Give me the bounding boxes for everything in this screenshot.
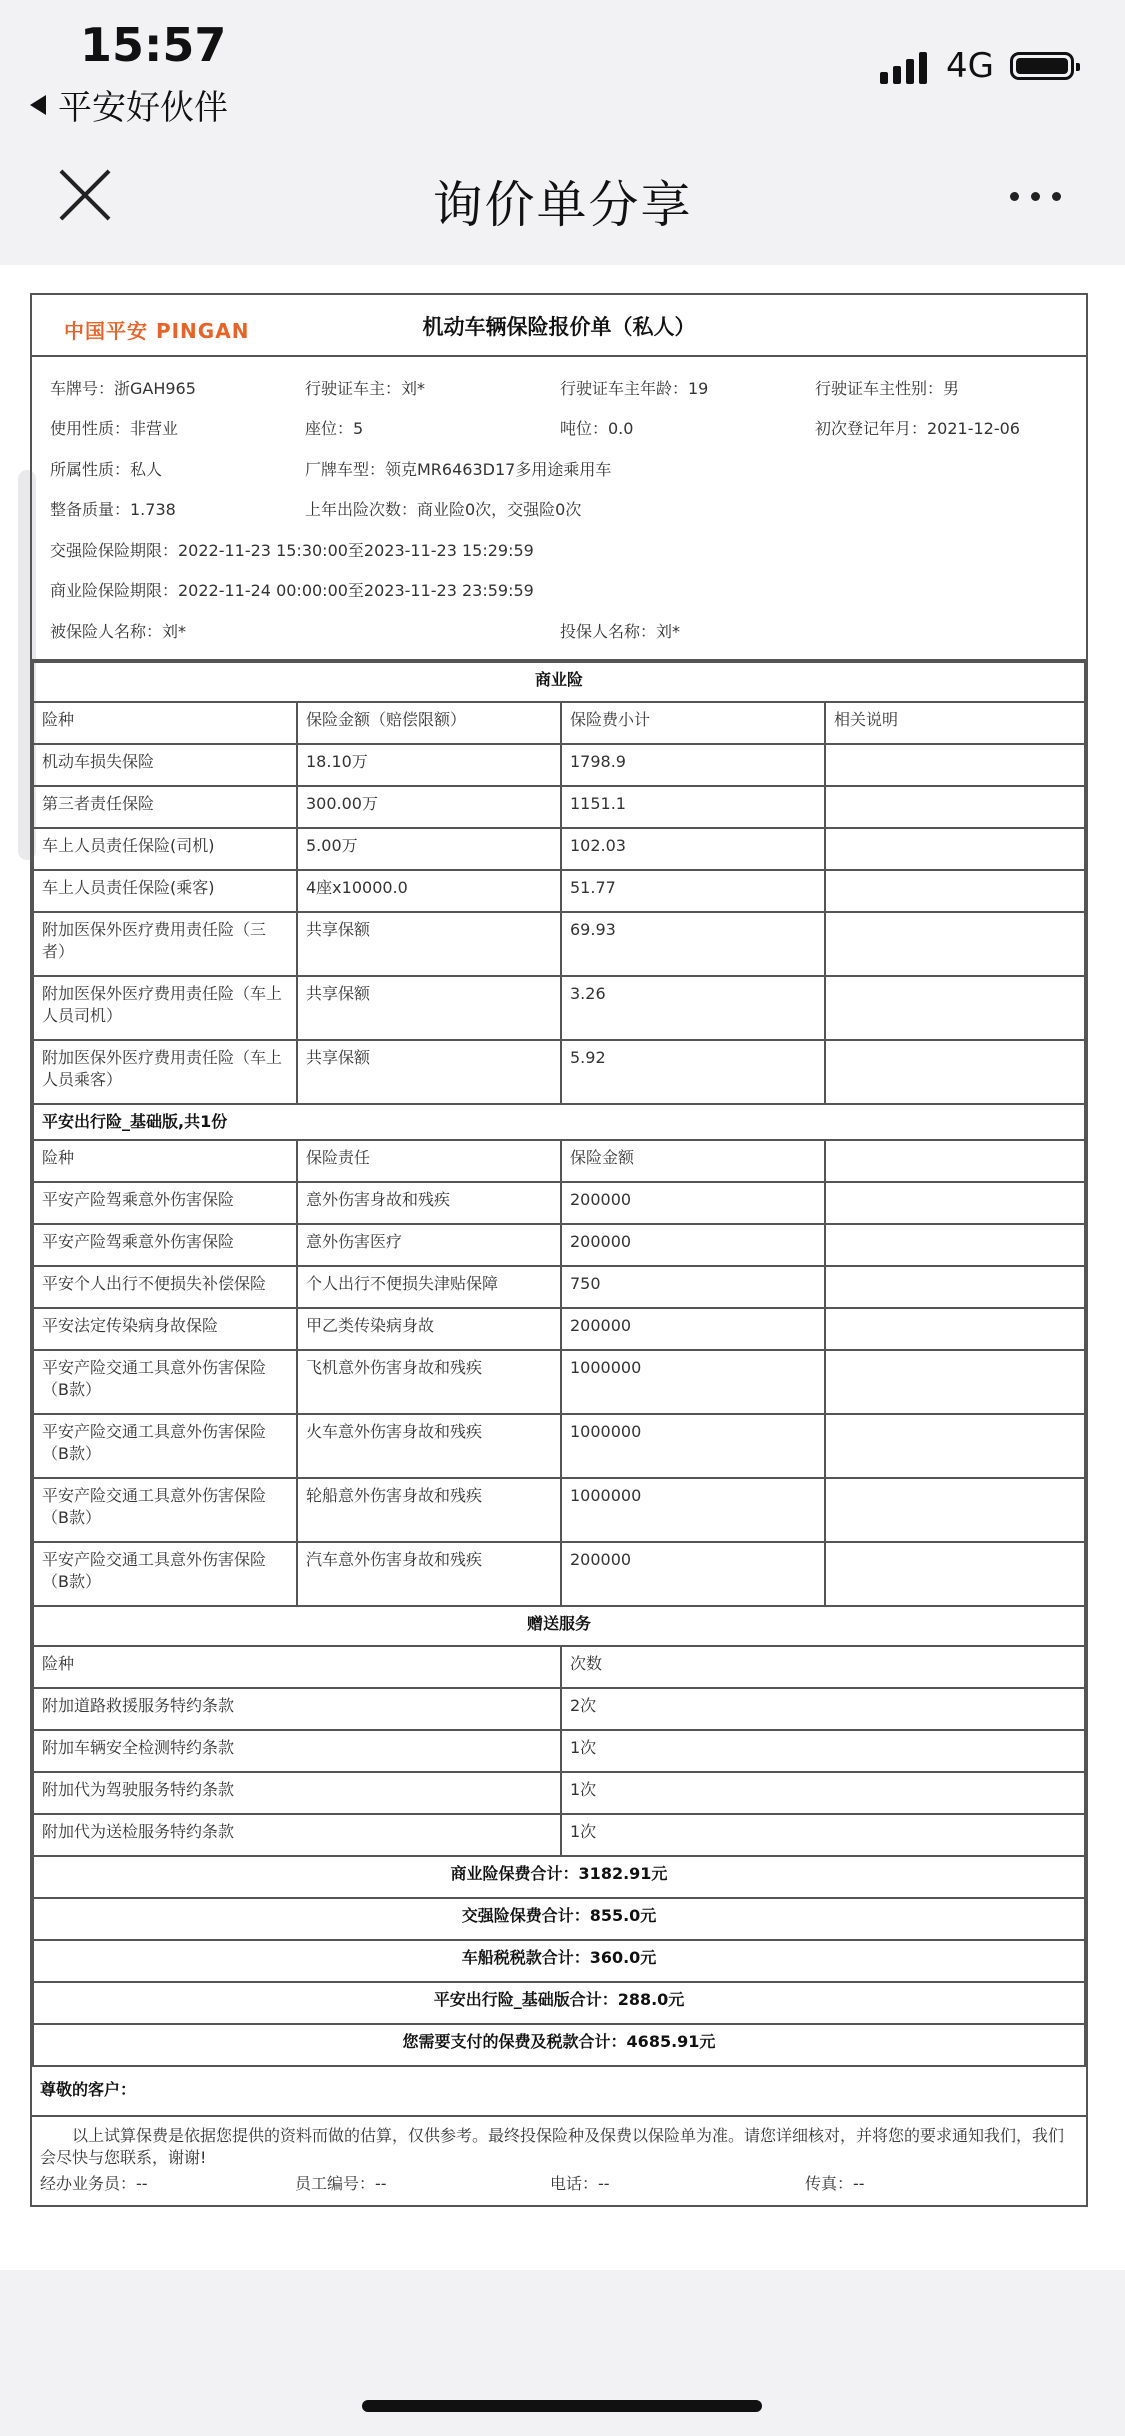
home-indicator[interactable] [362, 2400, 762, 2412]
table-cell: 平安产险交通工具意外伤害保险（B款） [33, 1414, 297, 1478]
table-header: 保险责任 [297, 1140, 561, 1182]
table-cell: 附加车辆安全检测特约条款 [33, 1730, 561, 1772]
table-row [33, 1224, 1085, 1266]
table-cell: 200000 [561, 1308, 825, 1350]
table-cell: 1次 [561, 1772, 1085, 1814]
table-header: 保险金额 [561, 1140, 825, 1182]
back-app-label: 平安好伙伴 [58, 88, 228, 128]
table-cell: 共享保额 [297, 976, 561, 1040]
travel-section-title: 平安出行险_基础版,共1份 [33, 1104, 1085, 1140]
disclaimer-text: 以上试算保费是依据您提供的资料而做的估算，仅供参考。最终投保险种及保费以保险单为准。请您详细核对，并将您的要求通知我们，我们会尽快与您联系，谢谢! [40, 2125, 1065, 2167]
table-cell [825, 870, 1085, 912]
table-header: 次数 [561, 1646, 1085, 1688]
greeting: 尊敬的客户： [32, 2073, 1086, 2117]
vehicle-info [32, 357, 1086, 661]
table-row [33, 1772, 1085, 1814]
table-cell: 平安法定传染病身故保险 [33, 1308, 297, 1350]
table-cell: 1次 [561, 1730, 1085, 1772]
table-cell: 附加医保外医疗费用责任险（三者） [33, 912, 297, 976]
table-cell: 300.00万 [297, 786, 561, 828]
table-cell: 102.03 [561, 828, 825, 870]
table-cell: 轮船意外伤害身故和残疾 [297, 1478, 561, 1542]
table-cell: 附加医保外医疗费用责任险（车上人员司机） [33, 976, 297, 1040]
document-title: 机动车辆保险报价单（私人） [422, 315, 696, 339]
table-cell [825, 1350, 1085, 1414]
total-vehicle-tax: 车船税税款合计：360.0元 [33, 1940, 1085, 1982]
table-cell: 18.10万 [297, 744, 561, 786]
plate-number: 车牌号：浙GAH965 [50, 378, 196, 398]
table-cell: 5.00万 [297, 828, 561, 870]
table-cell [825, 1542, 1085, 1606]
table-cell [825, 1182, 1085, 1224]
table-cell: 意外伤害身故和残疾 [297, 1182, 561, 1224]
closing-note [32, 2067, 1086, 2205]
status-time: 15:57 [80, 18, 227, 72]
table-cell: 共享保额 [297, 912, 561, 976]
table-cell: 个人出行不便损失津贴保障 [297, 1266, 561, 1308]
ownership-type: 所属性质：私人 [50, 459, 163, 479]
table-cell: 200000 [561, 1542, 825, 1606]
nav-bar [0, 130, 1125, 265]
table-cell: 1000000 [561, 1350, 825, 1414]
document-header [32, 295, 1086, 357]
table-cell [825, 1414, 1085, 1478]
table-cell: 平安产险交通工具意外伤害保险（B款） [33, 1542, 297, 1606]
back-to-app-link[interactable] [30, 80, 228, 129]
applicant-name: 投保人名称：刘* [560, 621, 681, 641]
table-cell: 平安产险驾乘意外伤害保险 [33, 1182, 297, 1224]
table-row [33, 828, 1085, 870]
table-cell: 意外伤害医疗 [297, 1224, 561, 1266]
status-bar [0, 0, 1125, 130]
pingan-logo: 中国平安 PINGAN [64, 319, 250, 343]
table-cell: 1次 [561, 1814, 1085, 1856]
table-cell: 平安产险驾乘意外伤害保险 [33, 1224, 297, 1266]
table-cell: 共享保额 [297, 1040, 561, 1104]
table-cell: 机动车损失保险 [33, 744, 297, 786]
agent: 经办业务员：-- [40, 2173, 148, 2193]
table-row [33, 870, 1085, 912]
table-cell [825, 912, 1085, 976]
seat-count: 座位：5 [305, 419, 364, 439]
total-commercial: 商业险保费合计：3182.91元 [33, 1856, 1085, 1898]
table-cell [825, 1040, 1085, 1104]
curb-weight: 整备质量：1.738 [50, 500, 176, 520]
commercial-insurance-table [32, 661, 1086, 2067]
table-row [33, 1814, 1085, 1856]
table-row [33, 976, 1085, 1040]
table-cell: 2次 [561, 1688, 1085, 1730]
table-cell: 甲乙类传染病身故 [297, 1308, 561, 1350]
vehicle-model: 厂牌车型：领克MR6463D17多用途乘用车 [305, 459, 612, 479]
table-cell [825, 1224, 1085, 1266]
table-cell: 附加医保外医疗费用责任险（车上人员乘客） [33, 1040, 297, 1104]
table-cell: 附加代为驾驶服务特约条款 [33, 1772, 561, 1814]
table-row [33, 786, 1085, 828]
table-cell: 750 [561, 1266, 825, 1308]
signal-icon [880, 50, 927, 84]
usage-type: 使用性质：非营业 [50, 419, 179, 439]
more-icon[interactable] [1010, 192, 1061, 201]
table-header: 险种 [33, 702, 297, 744]
ctp-period: 交强险保险期限：2022-11-23 15:30:00至2023-11-23 15:29:59 [50, 540, 534, 560]
tonnage: 吨位：0.0 [560, 419, 634, 439]
table-cell: 车上人员责任保险(司机) [33, 828, 297, 870]
table-cell: 汽车意外伤害身故和残疾 [297, 1542, 561, 1606]
table-cell [825, 828, 1085, 870]
back-triangle-icon [30, 95, 46, 115]
owner-gender: 行驶证车主性别：男 [815, 378, 960, 398]
table-cell: 1798.9 [561, 744, 825, 786]
table-cell [825, 1308, 1085, 1350]
table-cell: 5.92 [561, 1040, 825, 1104]
table-row [33, 1688, 1085, 1730]
table-header: 险种 [33, 1140, 297, 1182]
license-owner: 行驶证车主：刘* [305, 378, 426, 398]
table-header: 相关说明 [825, 702, 1085, 744]
commercial-period: 商业险保险期限：2022-11-24 00:00:00至2023-11-23 23:59:59 [50, 581, 534, 601]
table-row [33, 1478, 1085, 1542]
table-cell: 3.26 [561, 976, 825, 1040]
commercial-section-title: 商业险 [33, 662, 1085, 702]
table-cell: 1000000 [561, 1414, 825, 1478]
table-row [33, 1040, 1085, 1104]
table-row [33, 1182, 1085, 1224]
table-cell: 火车意外伤害身故和残疾 [297, 1414, 561, 1478]
total-ctp: 交强险保费合计：855.0元 [33, 1898, 1085, 1940]
employee-number: 员工编号：-- [295, 2173, 387, 2193]
table-cell: 1000000 [561, 1478, 825, 1542]
battery-icon [1010, 52, 1074, 80]
table-cell: 69.93 [561, 912, 825, 976]
owner-age: 行驶证车主年龄：19 [560, 378, 709, 398]
insured-name: 被保险人名称：刘* [50, 621, 187, 641]
table-cell: 附加道路救援服务特约条款 [33, 1688, 561, 1730]
table-row [33, 912, 1085, 976]
table-header: 保险费小计 [561, 702, 825, 744]
table-cell: 平安产险交通工具意外伤害保险（B款） [33, 1350, 297, 1414]
first-registration: 初次登记年月：2021-12-06 [815, 419, 1020, 439]
table-cell [825, 976, 1085, 1040]
fax: 传真：-- [805, 2173, 865, 2193]
network-type: 4G [946, 46, 994, 86]
phone: 电话：-- [550, 2173, 610, 2193]
table-cell: 4座x10000.0 [297, 870, 561, 912]
table-row [33, 1266, 1085, 1308]
gift-section-title: 赠送服务 [33, 1606, 1085, 1646]
total-payable: 您需要支付的保费及税款合计：4685.91元 [33, 2024, 1085, 2066]
table-row [33, 744, 1085, 786]
table-header: 险种 [33, 1646, 561, 1688]
table-cell [825, 1478, 1085, 1542]
table-cell: 200000 [561, 1224, 825, 1266]
table-cell: 附加代为送检服务特约条款 [33, 1814, 561, 1856]
table-row [33, 1350, 1085, 1414]
table-row [33, 1542, 1085, 1606]
table-cell: 车上人员责任保险(乘客) [33, 870, 297, 912]
table-cell: 平安个人出行不便损失补偿保险 [33, 1266, 297, 1308]
table-cell: 1151.1 [561, 786, 825, 828]
table-cell: 51.77 [561, 870, 825, 912]
table-cell: 平安产险交通工具意外伤害保险（B款） [33, 1478, 297, 1542]
table-row [33, 1730, 1085, 1772]
table-cell [825, 1266, 1085, 1308]
staff-info [40, 2173, 1078, 2195]
page-title: 询价单分享 [432, 176, 693, 234]
table-header: 保险金额（赔偿限额） [297, 702, 561, 744]
quote-document [30, 293, 1088, 2207]
table-cell [825, 786, 1085, 828]
table-cell: 飞机意外伤害身故和残疾 [297, 1350, 561, 1414]
table-cell [825, 744, 1085, 786]
table-row [33, 1414, 1085, 1478]
table-header [825, 1140, 1085, 1182]
claims-last-year: 上年出险次数：商业险0次，交强险0次 [305, 500, 582, 520]
total-travel: 平安出行险_基础版合计：288.0元 [33, 1982, 1085, 2024]
table-cell: 200000 [561, 1182, 825, 1224]
table-row [33, 1308, 1085, 1350]
table-cell: 第三者责任保险 [33, 786, 297, 828]
